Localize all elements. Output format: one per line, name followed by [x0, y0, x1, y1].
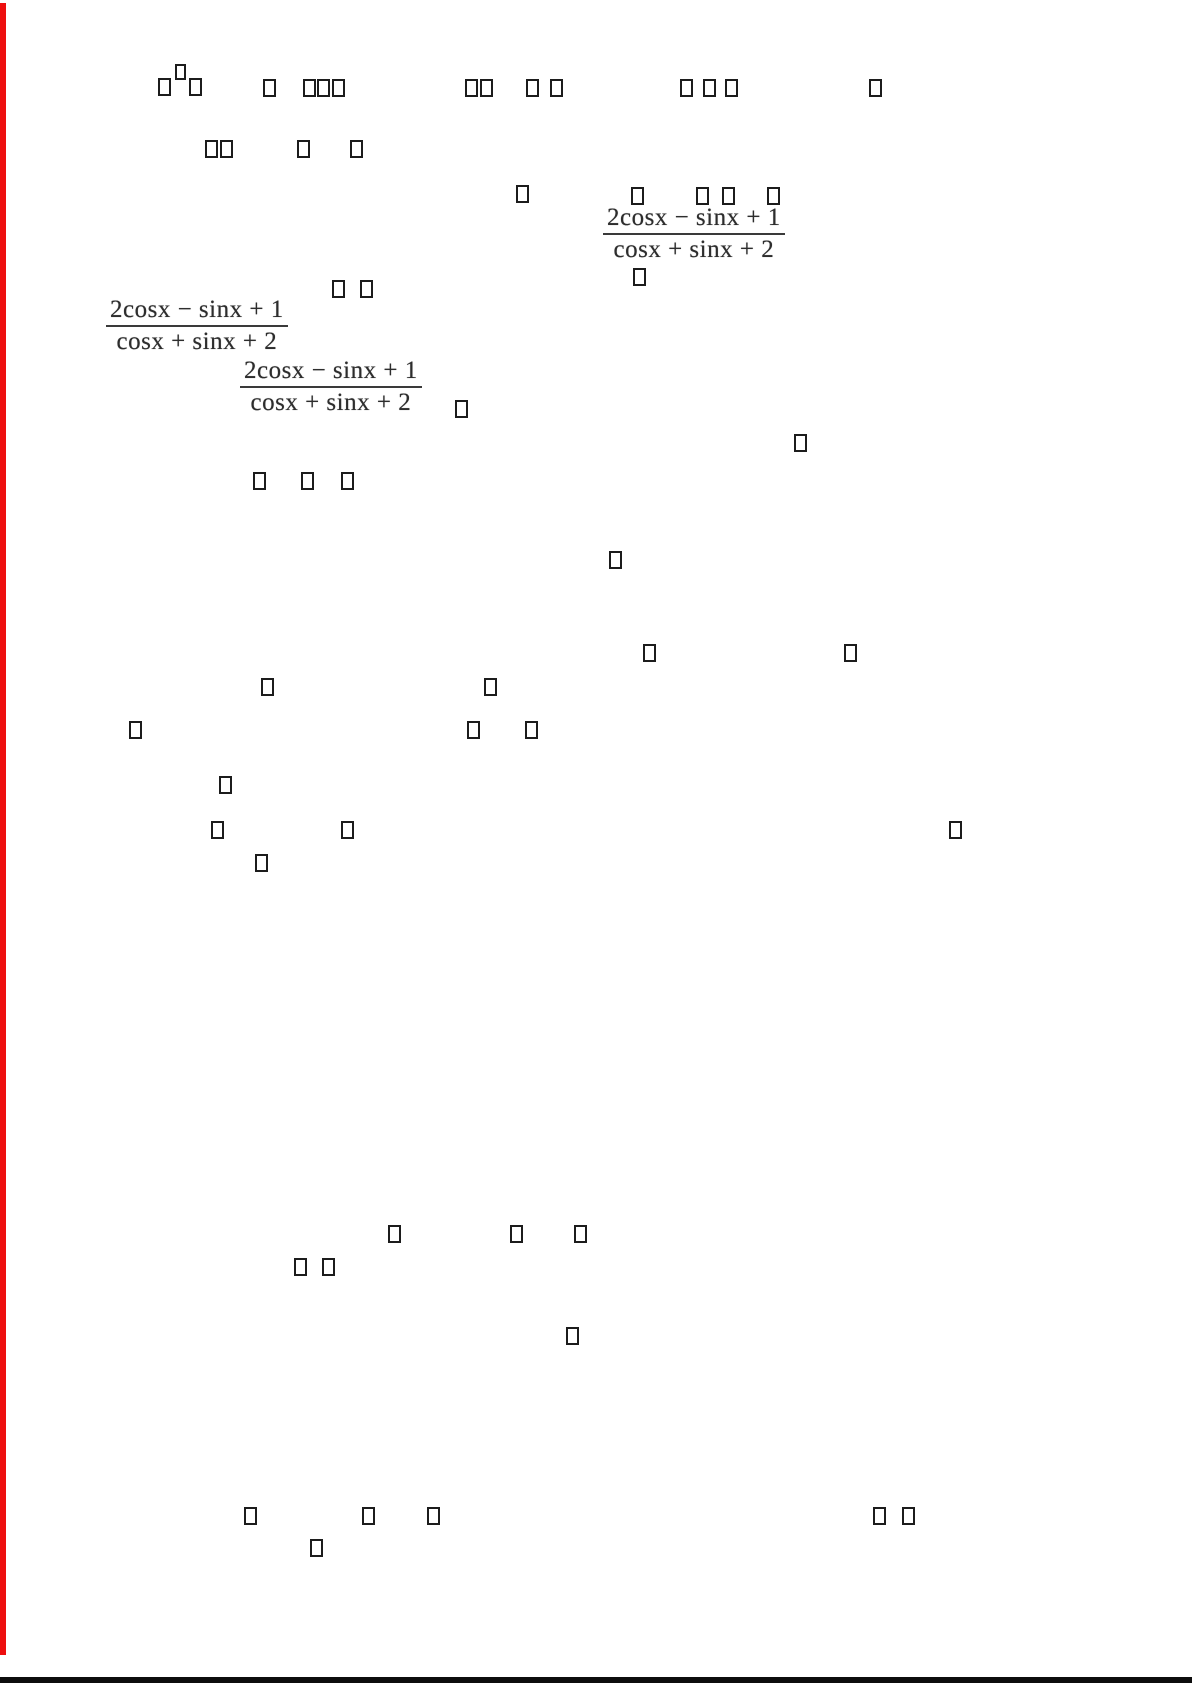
missing-glyph-box [129, 721, 142, 739]
missing-glyph-box [643, 644, 656, 662]
missing-glyph-box [609, 551, 622, 569]
missing-glyph-box [261, 678, 274, 696]
fraction-numerator: 2cosx − sinx + 1 [240, 357, 422, 388]
missing-glyph-box [725, 79, 738, 97]
missing-glyph-box [526, 79, 539, 97]
missing-glyph-box [175, 64, 186, 80]
missing-glyph-box [341, 472, 354, 490]
missing-glyph-box [767, 187, 780, 205]
missing-glyph-box [949, 821, 962, 839]
missing-glyph-box [350, 140, 363, 158]
missing-glyph-box [703, 79, 716, 97]
missing-glyph-box [303, 79, 316, 97]
missing-glyph-box [869, 79, 882, 97]
missing-glyph-box [510, 1225, 523, 1243]
missing-glyph-box [467, 721, 480, 739]
missing-glyph-box [427, 1507, 440, 1525]
missing-glyph-box [844, 644, 857, 662]
missing-glyph-box [722, 187, 735, 205]
missing-glyph-box [696, 187, 709, 205]
fraction-numerator: 2cosx − sinx + 1 [603, 204, 785, 235]
missing-glyph-box [310, 1539, 323, 1557]
missing-glyph-box [525, 721, 538, 739]
missing-glyph-box [341, 821, 354, 839]
missing-glyph-box [244, 1507, 257, 1525]
fraction-numerator: 2cosx − sinx + 1 [106, 296, 288, 327]
missing-glyph-box [902, 1507, 915, 1525]
missing-glyph-box [873, 1507, 886, 1525]
missing-glyph-box [253, 472, 266, 490]
missing-glyph-box [484, 678, 497, 696]
missing-glyph-box [574, 1225, 587, 1243]
fraction-denominator: cosx + sinx + 2 [116, 328, 278, 355]
missing-glyph-box [360, 280, 373, 298]
missing-glyph-box [516, 185, 529, 203]
missing-glyph-box [297, 140, 310, 158]
missing-glyph-box [332, 79, 345, 97]
left-margin-bar [0, 3, 6, 1655]
missing-glyph-box [455, 400, 468, 418]
missing-glyph-box [633, 268, 646, 286]
missing-glyph-box [211, 821, 224, 839]
missing-glyph-box [631, 187, 644, 205]
missing-glyph-box [794, 434, 807, 452]
missing-glyph-box [680, 79, 693, 97]
missing-glyph-box [388, 1225, 401, 1243]
fraction-denominator: cosx + sinx + 2 [613, 236, 775, 263]
missing-glyph-box [566, 1327, 579, 1345]
missing-glyph-box [322, 1258, 335, 1276]
missing-glyph-box [255, 854, 268, 872]
math-fraction [603, 204, 785, 264]
missing-glyph-box [294, 1258, 307, 1276]
math-fraction [106, 296, 288, 356]
fraction-denominator: cosx + sinx + 2 [250, 389, 412, 416]
missing-glyph-box [189, 78, 202, 96]
missing-glyph-box [362, 1507, 375, 1525]
bottom-page-edge-bar [0, 1677, 1192, 1683]
missing-glyph-box [205, 140, 218, 158]
missing-glyph-box [219, 776, 232, 794]
missing-glyph-box [317, 79, 330, 97]
missing-glyph-box [263, 79, 276, 97]
missing-glyph-box [465, 79, 478, 97]
missing-glyph-box [332, 280, 345, 298]
missing-glyph-box [550, 79, 563, 97]
missing-glyph-box [158, 78, 171, 96]
missing-glyph-box [220, 140, 233, 158]
missing-glyph-box [480, 79, 493, 97]
missing-glyph-box [301, 472, 314, 490]
math-fraction [240, 357, 422, 417]
